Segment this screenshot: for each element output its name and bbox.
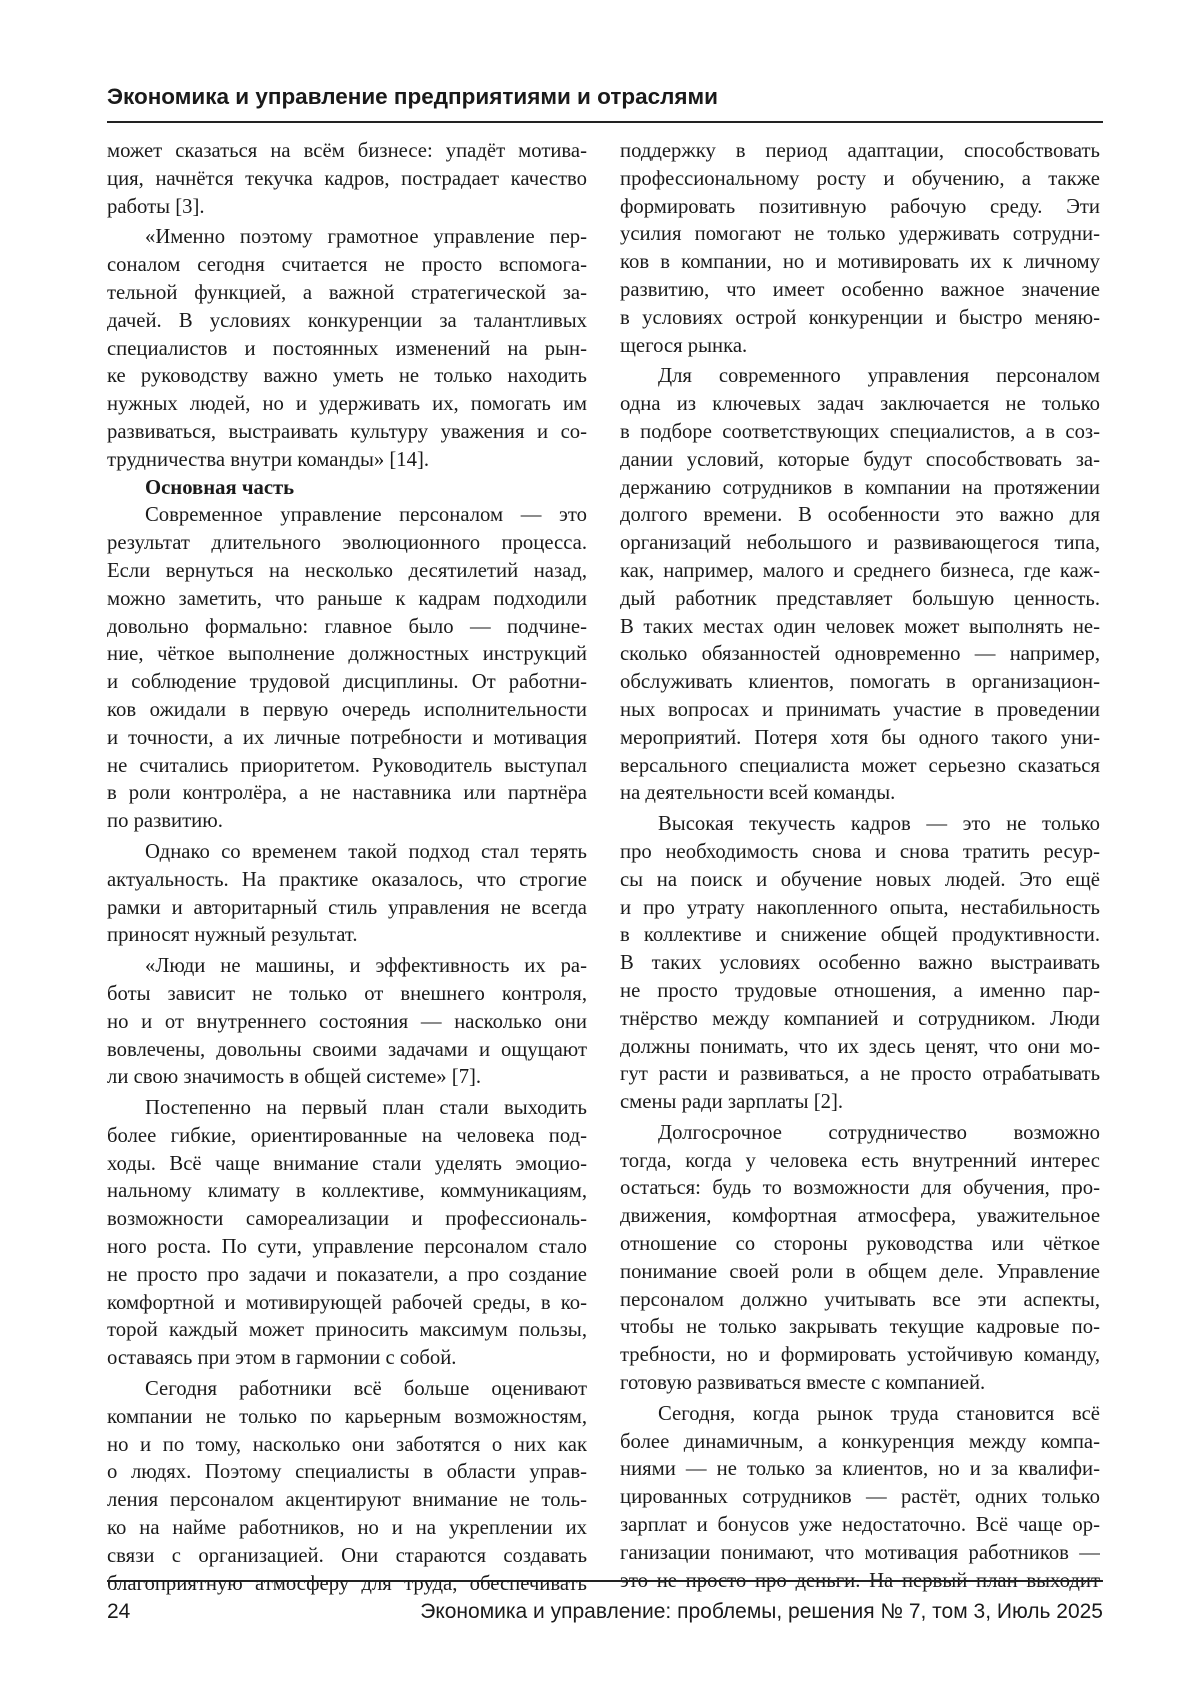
text-line: ко на найме работников, но и на укреплении их [107,1517,587,1540]
text-line: на деятельности всей команды. [620,782,896,805]
text-line: «Люди не машины, и эффективность их ра- [145,955,587,978]
text-line: требности, но и формировать устойчивую команду, [620,1344,1100,1367]
text-line: специалистов и постоянных изменений на рын- [107,337,587,360]
text-line: смены ради зарплаты [2]. [620,1091,844,1114]
text-line: развиваться, выстраивать культуру уважения и со- [107,420,587,443]
text-line: ков ожидали в первую очередь исполнительности [107,698,587,721]
text-line: долгого времени. В особенности это важно для [620,504,1100,527]
text-line: актуальность. На практике оказалось, что строгие [107,868,587,891]
text-line: В таких местах один человек может выполнять не- [620,615,1100,638]
text-line: не считались приоритетом. Руководитель выступал [107,754,587,777]
text-line: ние, чёткое выполнение должностных инструкций [107,643,587,666]
text-line: Для современного управления персоналом [658,365,1100,388]
header-rule [107,121,1103,123]
text-line: возможности самореализации и профессиональ- [107,1208,587,1231]
text-line: профессиональному росту и обучению, а также [620,167,1100,190]
text-line: сы на поиск и обучение новых людей. Это ещё [620,868,1100,891]
right-text-column [620,138,1100,1595]
text-line: в роли контролёра, а не наставника или партнёра [107,782,587,805]
text-line: дачей. В условиях конкуренции за талантливых [107,309,587,332]
text-line: и про утрату накопленного опыта, нестабильность [620,896,1100,919]
text-line: развитию, что имеет особенно важное значение [620,278,1100,301]
text-line: и точности, а их личные потребности и мотивация [107,726,587,749]
text-line: тнёрство между компанией и сотрудником. Люди [620,1007,1100,1030]
text-line: результат длительного эволюционного процесса. [107,532,587,555]
text-line: Сегодня, когда рынок труда становится всё [658,1402,1100,1425]
text-line: движения, комфортная атмосфера, уважительное [620,1205,1100,1228]
text-line: более гибкие, ориентированные на человека под- [107,1124,587,1147]
text-line: гут расти и развиваться, а не просто отрабатывать [620,1063,1100,1086]
text-line: тогда, когда у человека есть внутренний интерес [620,1149,1100,1172]
text-line: тельной функцией, а важной стратегической за- [107,281,587,304]
page-footer [107,1594,1103,1630]
text-line: работы [3]. [107,195,205,218]
text-line: ганизации понимают, что мотивация работников — [620,1541,1100,1564]
text-line: в условиях острой конкуренции и быстро меняю- [620,306,1100,329]
text-line: связи с организацией. Они стараются создавать [107,1544,587,1567]
text-line: про необходимость снова и снова тратить ресур- [620,840,1100,863]
text-line: боты зависит не только от внешнего контроля, [107,982,587,1005]
section-header: Экономика и управление предприятиями и отраслями [107,84,719,109]
page-number: 24 [107,1600,131,1623]
text-line: Постепенно на первый план стали выходить [145,1097,587,1120]
text-line: Современное управление персоналом — это [145,504,587,527]
text-line: трудничества внутри команды» [14]. [107,448,430,471]
text-line: и соблюдение трудовой дисциплины. От работни- [107,671,587,694]
text-line: поддержку в период адаптации, способствовать [620,140,1100,162]
text-line: не просто трудовые отношения, а именно пар- [620,979,1100,1002]
text-line: ных вопросах и принимать участие в проведении [620,698,1100,721]
text-line: зарплат и бонусов уже недостаточно. Всё чаще ор- [620,1514,1100,1537]
text-line: персоналом должно учитывать все эти аспекты, [620,1288,1100,1311]
text-line: вовлечены, довольны своими задачами и ощущают [107,1038,587,1061]
text-line: Однако со временем такой подход стал терять [145,840,587,863]
text-line: щегося рынка. [620,334,748,357]
text-line: обслуживать клиентов, помогать в организацион- [620,671,1100,694]
text-line: готовую развиваться вместе с компанией. [620,1372,986,1395]
text-line: ков в компании, но и мотивировать их к личному [620,251,1100,274]
text-line: ходы. Всё чаще внимание стали уделять эмоцио- [107,1152,587,1175]
text-line: понимание своей роли в общем деле. Управление [620,1260,1100,1283]
text-line: В таких условиях особенно важно выстраивать [620,952,1100,975]
text-line: версального специалиста может серьезно сказаться [620,754,1100,777]
footer-rule [107,1580,1103,1582]
text-line: ного роста. По сути, управление персоналом стало [107,1236,587,1259]
text-line: благоприятную атмосферу для труда, обеспечивать [107,1572,587,1595]
text-line: мероприятий. Потеря хотя бы одного такого уни- [620,726,1100,749]
text-line: соналом сегодня считается не просто вспомога- [107,254,587,277]
text-line: организаций небольшого и развивающегося типа, [620,532,1100,555]
journal-title: Экономика и управление: проблемы, решения № 7, том 3, Июль 2025 [420,1600,1103,1623]
text-line: Сегодня работники всё больше оценивают [145,1378,587,1401]
text-line: Высокая текучесть кадров — это не только [658,813,1100,836]
text-line: по развитию. [107,810,223,833]
text-line: ниями — не только за клиентов, но и за квалифи- [620,1458,1100,1481]
text-line: это не просто про деньги. На первый план выходит [620,1569,1100,1592]
text-line: дый работник представляет большую ценность. [620,587,1100,610]
text-line: сколько обязанностей одновременно — например, [620,643,1100,666]
text-line: цированных сотрудников — растёт, одних только [620,1486,1100,1509]
text-line: держанию сотрудников в компании на протяжении [620,476,1100,499]
text-line: но и по тому, насколько они заботятся о них как [107,1433,587,1456]
text-line: отношение со стороны руководства или чёткое [620,1233,1100,1256]
text-line: ления персоналом акцентируют внимание не толь- [107,1489,587,1512]
section-heading: Основная часть [145,476,295,499]
text-line: Если вернуться на несколько десятилетий назад, [107,559,587,582]
text-line: комфортной и мотивирующей рабочей среды, в ко- [107,1291,587,1314]
text-line: компании не только по карьерным возможностям, [107,1405,587,1428]
text-line: ке руководству важно уметь не только находить [107,365,587,388]
text-line: не просто про задачи и показатели, а про создание [107,1263,587,1286]
text-line: чтобы не только закрывать текущие кадровые по- [620,1316,1100,1339]
text-line: более динамичным, а конкуренция между компа- [620,1430,1100,1453]
text-line: оставаясь при этом в гармонии с собой. [107,1347,457,1370]
left-text-column [107,138,587,1598]
text-line: довольно формально: главное было — подчине- [107,615,587,638]
text-line: остаться: будь то возможности для обучения, про- [620,1177,1100,1200]
text-line: приносят нужный результат. [107,924,358,947]
text-line: усилия помогают не только удерживать сотрудни- [620,223,1100,246]
text-line: о людях. Поэтому специалисты в области управ- [107,1461,587,1484]
text-line: в коллективе и снижение общей продуктивности. [620,924,1100,947]
text-line: рамки и авторитарный стиль управления не всегда [107,896,587,919]
text-line: формировать позитивную рабочую среду. Эти [620,195,1100,218]
text-line: можно заметить, что раньше к кадрам подходили [107,587,587,610]
text-line: в подборе соответствующих специалистов, а в соз- [620,420,1100,443]
text-line: «Именно поэтому грамотное управление пер- [145,226,587,249]
text-line: Долгосрочное сотрудничество возможно [658,1121,1100,1144]
text-line: должны понимать, что их здесь ценят, что они мо- [620,1035,1100,1058]
text-line: одна из ключевых задач заключается не только [620,393,1100,416]
text-line: нужных людей, но и удерживать их, помогать им [107,393,587,416]
text-line: дании условий, которые будут способствовать за- [620,448,1100,471]
text-line: торой каждый может приносить максимум пользы, [107,1319,587,1342]
text-line: ли свою значимость в общей системе» [7]. [107,1066,482,1089]
text-line: но и от внутреннего состояния — насколько они [107,1010,587,1033]
text-line: нальному климату в коллективе, коммуникациям, [107,1180,587,1203]
text-line: может сказаться на всём бизнесе: упадёт мотива- [107,140,587,162]
text-line: как, например, малого и среднего бизнеса, где каж- [620,559,1100,582]
text-line: ция, начнётся текучка кадров, пострадает качество [107,167,587,190]
